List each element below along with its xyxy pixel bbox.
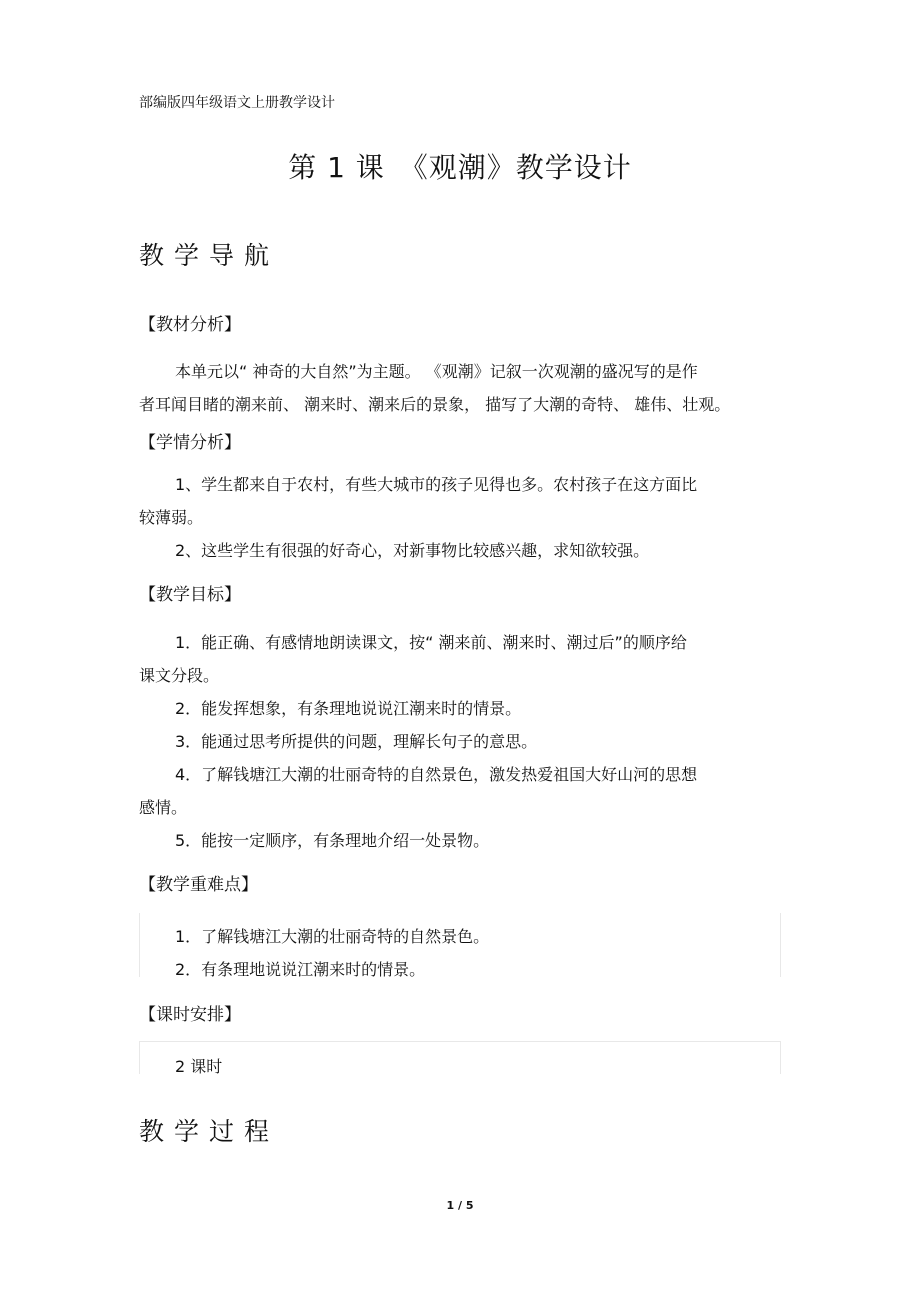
paragraph-line: 较薄弱。 xyxy=(139,508,204,527)
key-point-item: 2．有条理地说说江潮来时的情景。 xyxy=(175,960,426,979)
goal-item: 2．能发挥想象，有条理地说说江潮来时的情景。 xyxy=(175,699,522,718)
goals-heading: 【教学目标】 xyxy=(139,585,241,605)
schedule-value xyxy=(139,1050,222,1083)
process-heading: 教学过程 xyxy=(139,1117,280,1146)
goal-item: 3．能通过思考所提供的问题，理解长句子的意思。 xyxy=(175,732,538,751)
table-border-top xyxy=(139,1041,781,1042)
goal-item: 1．能正确、有感情地朗读课文，按“ 潮来前、潮来时、潮过后”的顺序给 xyxy=(175,633,687,652)
paragraph-line: 本单元以“ 神奇的大自然”为主题。 《观潮》记叙一次观潮的盛况写的是作 xyxy=(175,362,698,381)
paragraph-line: 1、学生都来自于农村，有些大城市的孩子见得也多。农村孩子在这方面比 xyxy=(175,475,698,494)
document-header: 部编版四年级语文上册教学设计 xyxy=(139,95,335,111)
nav-heading: 教学导航 xyxy=(139,241,280,270)
goal-item-continuation: 课文分段。 xyxy=(139,666,220,685)
material-paragraph xyxy=(139,355,730,421)
paragraph-line: 2、这些学生有很强的好奇心，对新事物比较感兴趣，求知欲较强。 xyxy=(175,541,650,560)
table-border-right xyxy=(780,1041,781,1074)
key-point-item: 1．了解钱塘江大潮的壮丽奇特的自然景色。 xyxy=(175,927,490,946)
key-points-list xyxy=(139,920,489,986)
goal-item-continuation: 感情。 xyxy=(139,798,188,817)
key-points-heading: 【教学重难点】 xyxy=(139,875,258,895)
material-heading: 【教材分析】 xyxy=(139,315,241,335)
students-paragraph xyxy=(139,468,697,567)
goal-item: 4．了解钱塘江大潮的壮丽奇特的自然景色，激发热爱祖国大好山河的思想 xyxy=(175,765,698,784)
page-title: 第 1 课 《观潮》教学设计 xyxy=(288,151,632,184)
table-border-right xyxy=(780,913,781,977)
students-heading: 【学情分析】 xyxy=(139,433,241,453)
paragraph-line: 者耳闻目睹的潮来前、 潮来时、潮来后的景象， 描写了大潮的奇特、 雄伟、壮观。 xyxy=(139,395,731,414)
schedule-heading: 【课时安排】 xyxy=(139,1005,241,1025)
goals-list xyxy=(139,626,697,857)
goal-item: 5．能按一定顺序，有条理地介绍一处景物。 xyxy=(175,831,490,850)
schedule-line: 2 课时 xyxy=(175,1057,223,1076)
page-indicator: 1 / 5 xyxy=(446,1199,474,1212)
